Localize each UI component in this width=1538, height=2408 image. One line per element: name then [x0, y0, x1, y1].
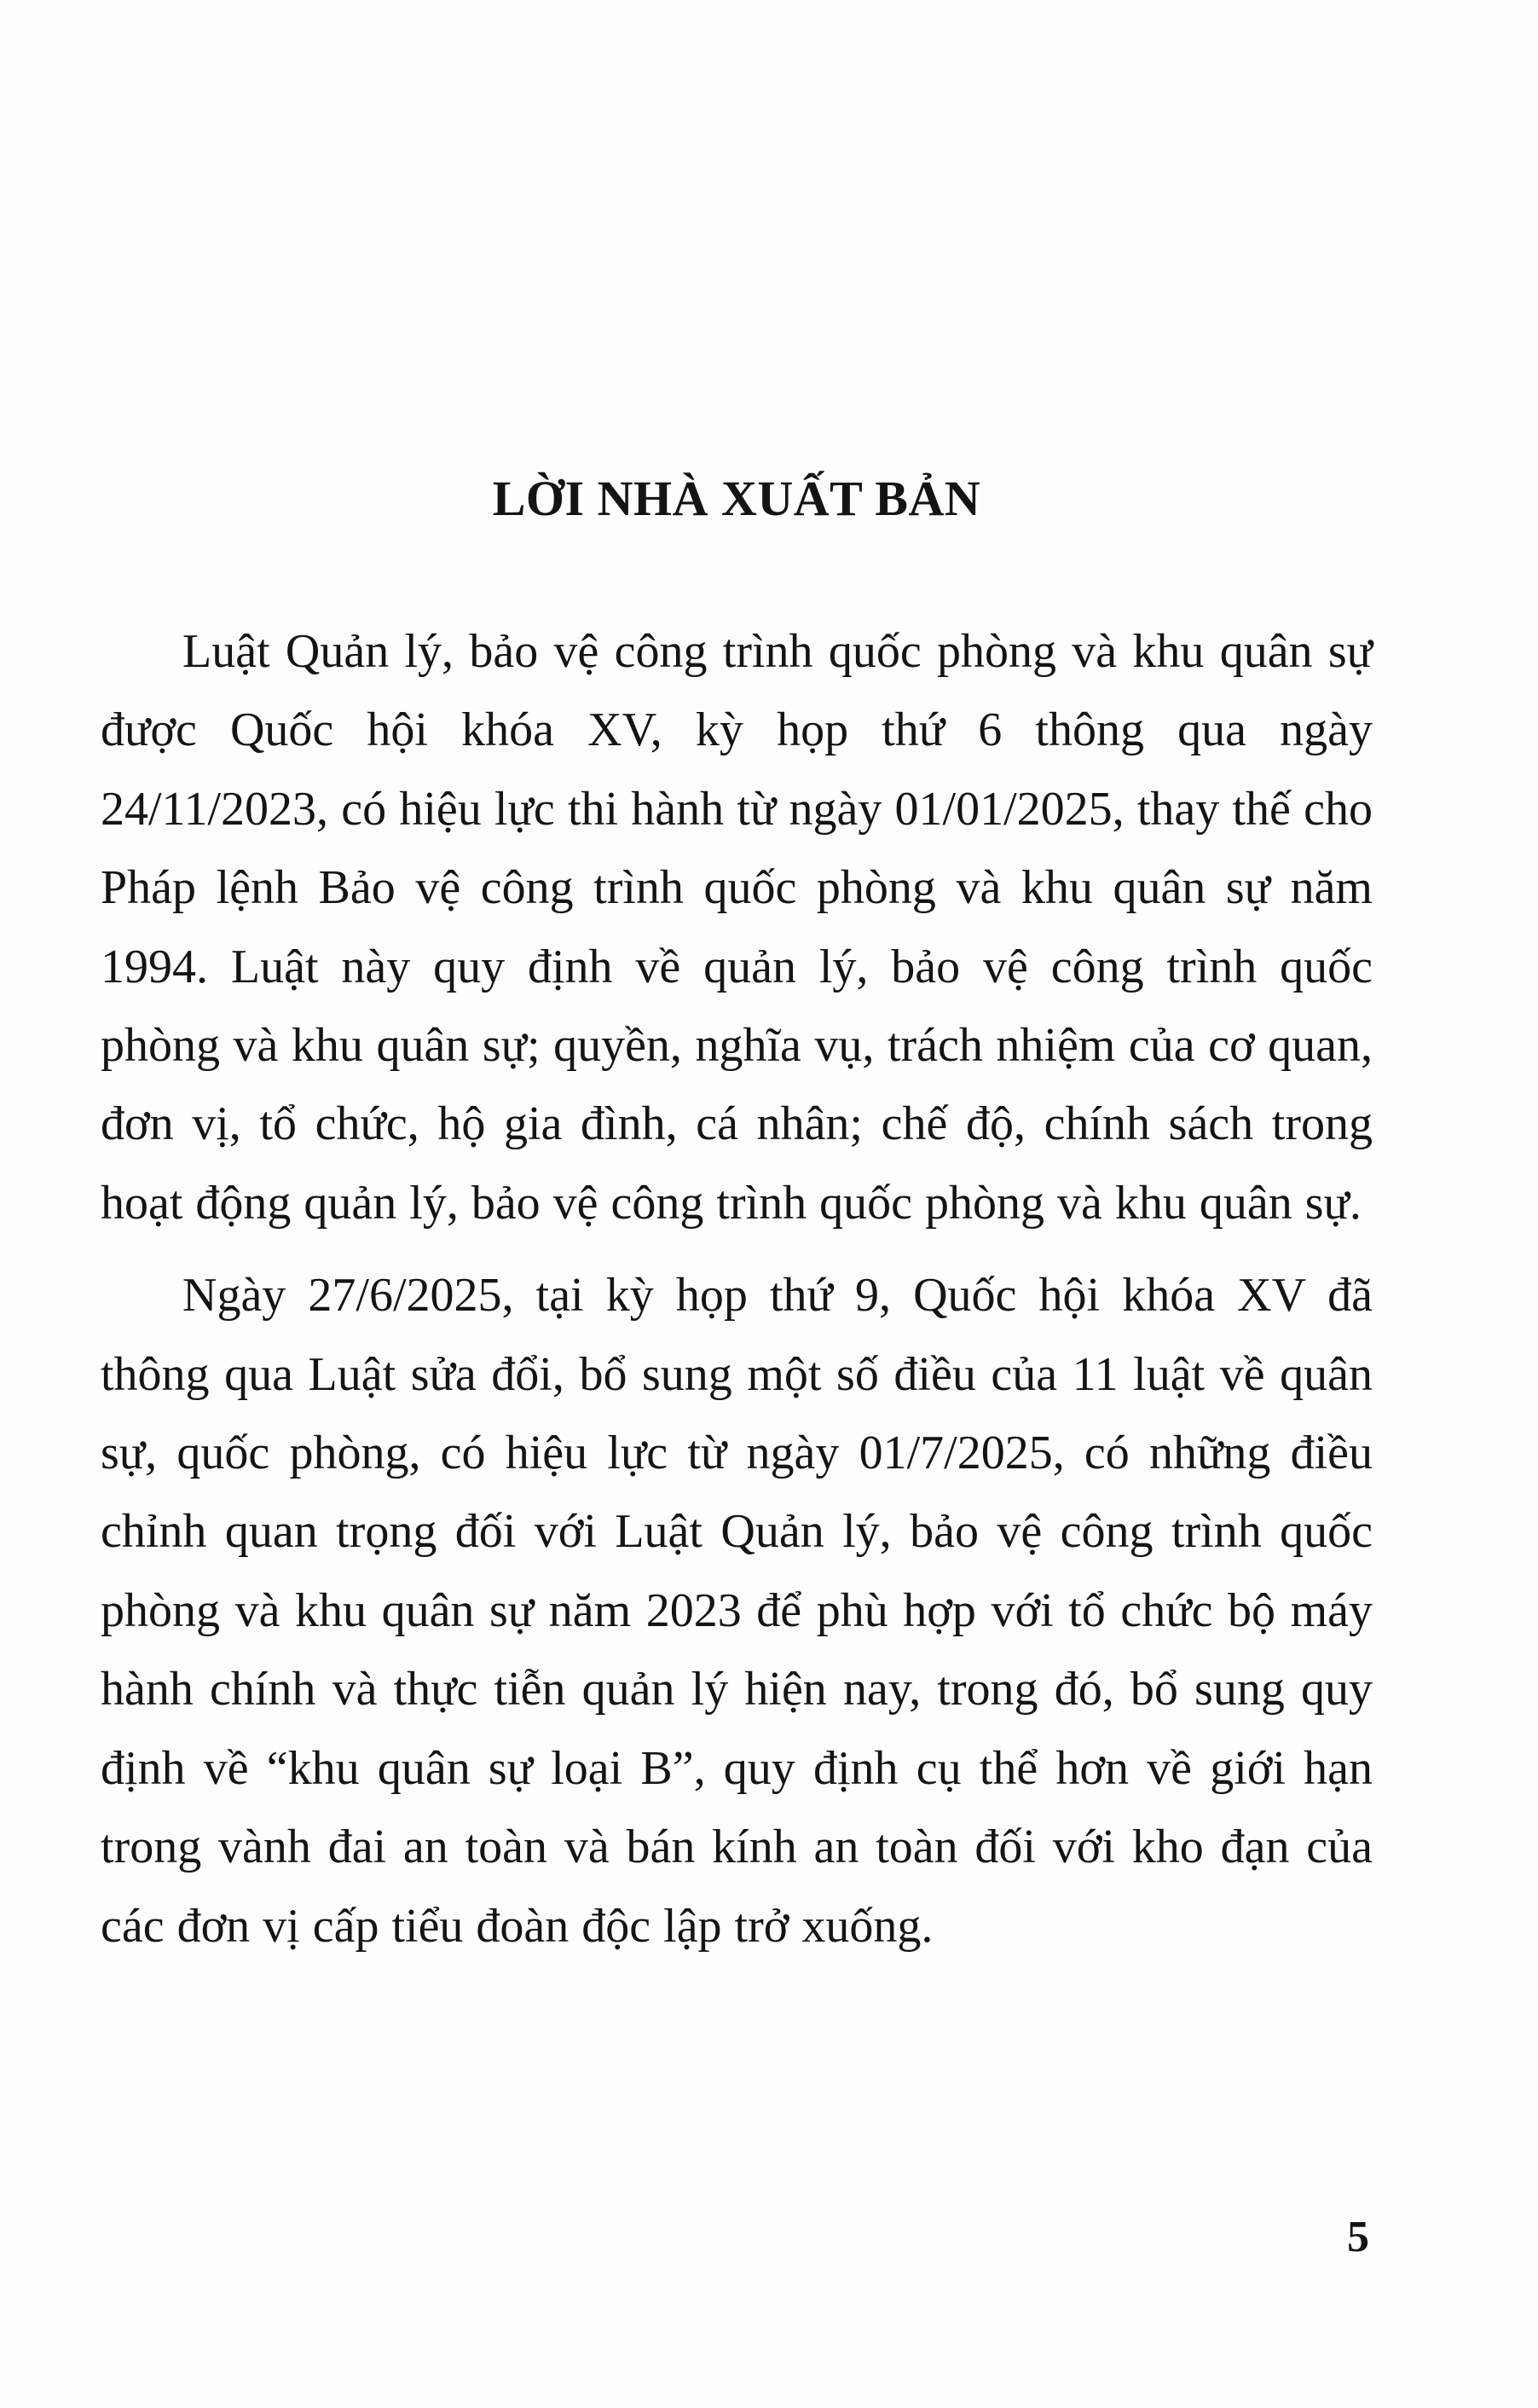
paragraph-1: Luật Quản lý, bảo vệ công trình quốc phòng và khu quân sự được Quốc hội khóa XV, kỳ họp thứ 6 thông qua ngày 24/11/2023, có hiệu lực thi hành từ ngày 01/01/2025, thay thế cho Pháp lệnh Bảo vệ công trình quốc phòng và khu quân sự năm 1994. Luật này quy định về quản lý, bảo vệ công trình quốc phòng và khu quân sự; quyền, nghĩa vụ, trách nhiệm của cơ quan, đơn vị, tổ chức, hộ gia đình, cá nhân; chế độ, chính sách trong hoạt động quản lý, bảo vệ công trình quốc phòng và khu quân sự.	[101, 625, 1373, 1230]
paragraph-2: Ngày 27/6/2025, tại kỳ họp thứ 9, Quốc hội khóa XV đã thông qua Luật sửa đổi, bổ sung một số điều của 11 luật về quân sự, quốc phòng, có hiệu lực từ ngày 01/7/2025, có những điều chỉnh quan trọng đối với Luật Quản lý, bảo vệ công trình quốc phòng và khu quân sự năm 2023 để phù hợp với tổ chức bộ máy hành chính và thực tiễn quản lý hiện nay, trong đó, bổ sung quy định về “khu quân sự loại B”, quy định cụ thể hơn về giới hạn trong vành đai an toàn và bán kính an toàn đối với kho đạn của các đơn vị cấp tiểu đoàn độc lập trở xuống.	[101, 1269, 1373, 1953]
page-number: 5	[1347, 2213, 1369, 2261]
page-title: LỜI NHÀ XUẤT BẢN	[492, 471, 981, 526]
page-content	[101, 471, 1373, 1979]
